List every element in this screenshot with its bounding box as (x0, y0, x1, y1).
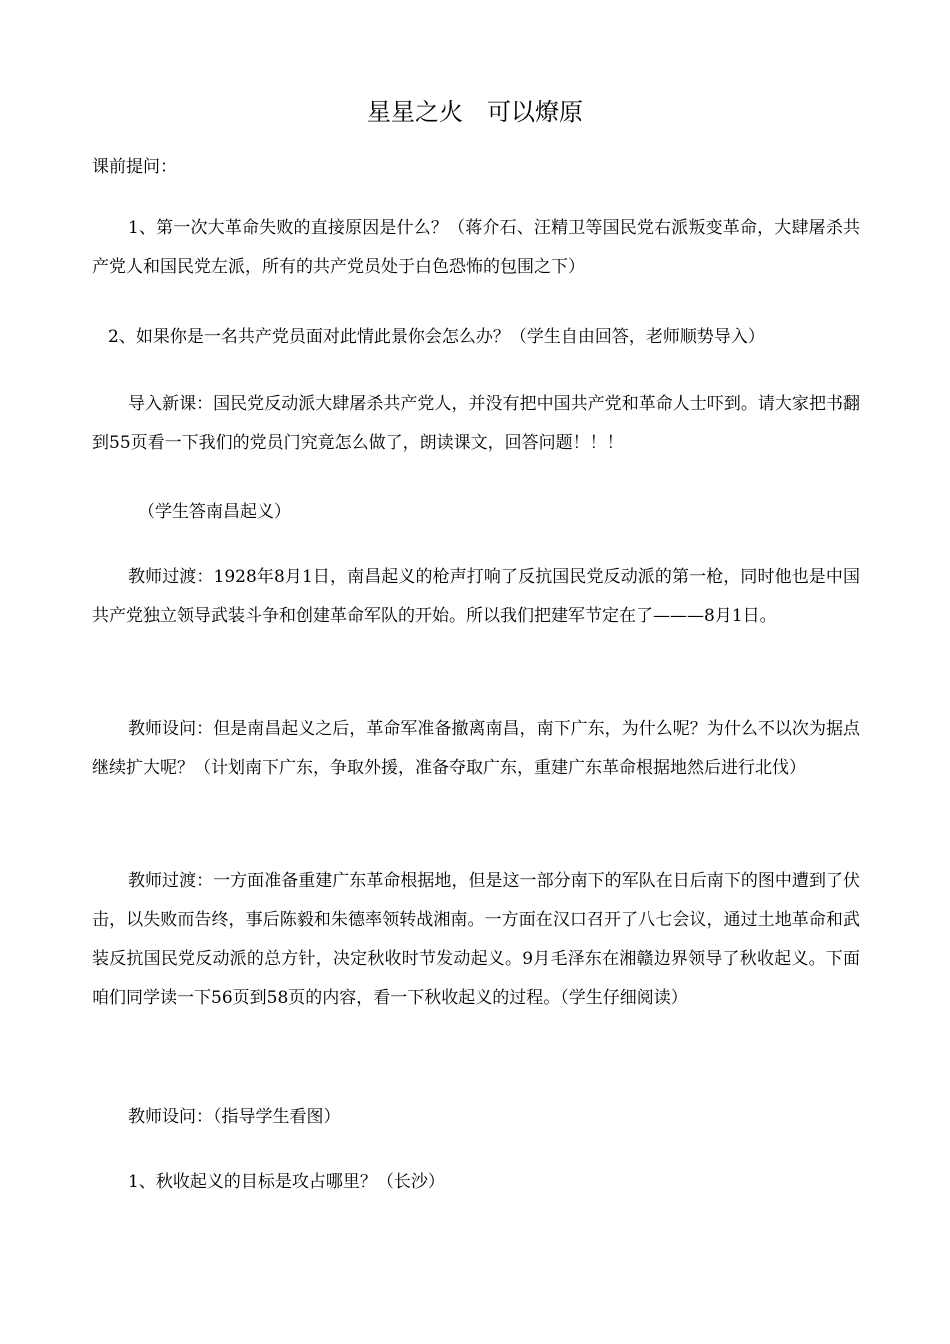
paragraph-question-2: 2、如果你是一名共产党员面对此情此景你会怎么办？（学生自由回答，老师顺势导入） (108, 327, 765, 347)
paragraph-question-1: 1、第一次大革命失败的直接原因是什么？（蒋介石、汪精卫等国民党右派叛变革命，大肆屠杀共产党人和国民党左派，所有的共产党员处于白色恐怖的包围之下） (92, 218, 860, 277)
paragraph-pre-class-question: 课前提问： (92, 157, 177, 177)
paragraph-teacher-question-1: 教师设问：但是南昌起义之后，革命军准备撤离南昌，南下广东，为什么呢？为什么不以次为据点继续扩大呢？（计划南下广东，争取外援，准备夺取广东，重建广东革命根据地然后进行北伐） (92, 719, 860, 778)
paragraph-teacher-transition-2: 教师过渡：一方面准备重建广东革命根据地，但是这一部分南下的军队在日后南下的图中遭到了伏击，以失败而告终，事后陈毅和朱德率领转战湘南。一方面在汉口召开了八七会议，通过土地革命和武装反抗国民党反动派的总方针，决定秋收时节发动起义。9月毛泽东在湘赣边界领导了秋收起义。下面咱们同学读一下56页到58页的内容，看一下秋收起义的过程。（学生仔细阅读） (92, 871, 860, 1008)
paragraph-student-answer: （学生答南昌起义） (138, 502, 291, 522)
paragraph-question-autumn-harvest: 1、秋收起义的目标是攻占哪里？（长沙） (128, 1172, 445, 1192)
document-title: 星星之火 可以燎原 (367, 98, 583, 126)
paragraph-new-lesson-intro: 导入新课：国民党反动派大肆屠杀共产党人，并没有把中国共产党和革命人士吓到。请大家把书翻到55页看一下我们的党员门究竟怎么做了，朗读课文，回答问题！！！ (92, 394, 860, 453)
paragraph-teacher-transition-1: 教师过渡：1928年8月1日，南昌起义的枪声打响了反抗国民党反动派的第一枪，同时他也是中国共产党独立领导武装斗争和创建革命军队的开始。所以我们把建军节定在了———8月1日。 (92, 567, 860, 626)
paragraph-teacher-question-2: 教师设问：（指导学生看图） (128, 1107, 341, 1127)
